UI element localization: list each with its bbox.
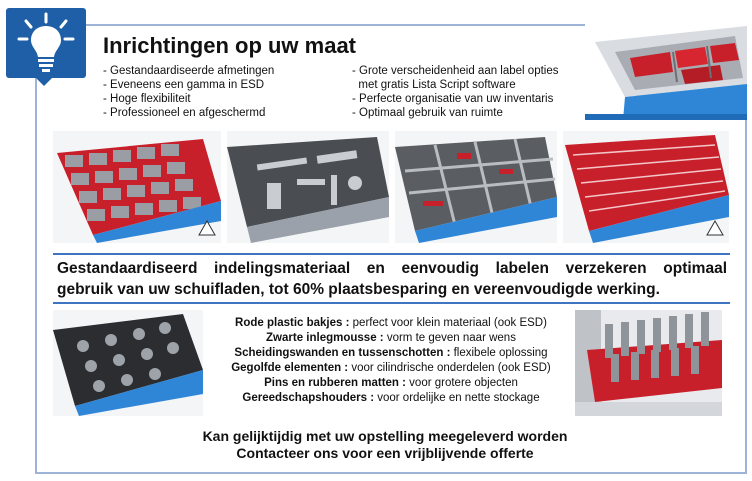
material-name: Scheidingswanden en tussenschotten : bbox=[234, 347, 451, 359]
lightbulb-icon bbox=[6, 8, 86, 78]
material-desc: voor ordelijke en nette stockage bbox=[374, 392, 540, 404]
feature-item: - Hoge flexibiliteit bbox=[103, 93, 191, 105]
footer-line-1: Kan gelijktijdig met uw opstelling meegeleverd worden bbox=[202, 428, 568, 444]
divider-bottom bbox=[53, 302, 730, 304]
tool-holders-drawer-photo bbox=[575, 310, 722, 416]
material-desc: flexibele oplossing bbox=[450, 347, 548, 359]
dividers-drawer-photo bbox=[395, 131, 557, 243]
page-title: Inrichtingen op uw maat bbox=[103, 33, 357, 58]
footer-line-2: Contacteer ons voor een vrijblijvende offerte bbox=[236, 445, 534, 461]
badge-pointer bbox=[34, 76, 54, 86]
feature-list-left bbox=[103, 64, 274, 120]
material-item bbox=[206, 346, 576, 361]
feature-item: - Perfecte organisatie van uw inventaris bbox=[352, 93, 554, 105]
feature-item: - Gestandaardiseerde afmetingen bbox=[103, 65, 275, 77]
slogan-line-1: Gestandaardiseerd indelingsmateriaal en eenvoudig labelen verzekeren optimaal bbox=[57, 260, 727, 277]
material-item bbox=[206, 316, 576, 331]
feature-list-right bbox=[352, 64, 559, 120]
material-item bbox=[206, 376, 576, 391]
feature-item: met gratis Lista Script software bbox=[352, 79, 516, 91]
drawer-cabinet-photo bbox=[585, 22, 747, 120]
material-desc: vorm te geven naar wens bbox=[383, 332, 516, 344]
divider-top bbox=[53, 253, 730, 255]
corrugated-elements-drawer-photo bbox=[563, 131, 729, 243]
material-item bbox=[206, 331, 576, 346]
material-desc: voor cilindrische onderdelen (ook ESD) bbox=[348, 362, 551, 374]
red-bins-drawer-photo bbox=[53, 131, 221, 243]
foam-insert-drawer-photo bbox=[227, 131, 389, 243]
feature-item: - Grote verscheidenheid aan label opties bbox=[352, 65, 559, 77]
material-desc: voor grotere objecten bbox=[405, 377, 518, 389]
material-name: Zwarte inlegmousse : bbox=[266, 332, 384, 344]
feature-item: - Professioneel en afgeschermd bbox=[103, 107, 266, 119]
material-item bbox=[206, 391, 576, 406]
feature-item: - Optimaal gebruik van ruimte bbox=[352, 107, 503, 119]
materials-list bbox=[206, 316, 576, 406]
material-name: Pins en rubberen matten : bbox=[264, 377, 406, 389]
lightbulb-badge bbox=[6, 8, 86, 78]
material-name: Gereedschapshouders : bbox=[242, 392, 375, 404]
slogan-line-2: gebruik van uw schuifladen, tot 60% plaatsbesparing en vereenvoudigde werking. bbox=[57, 281, 660, 298]
material-desc: perfect voor klein materiaal (ook ESD) bbox=[349, 317, 547, 329]
material-item bbox=[206, 361, 576, 376]
feature-item: - Eveneens een gamma in ESD bbox=[103, 79, 265, 91]
material-name: Rode plastic bakjes : bbox=[235, 317, 350, 329]
material-name: Gegolfde elementen : bbox=[231, 362, 349, 374]
pins-mat-drawer-photo bbox=[53, 310, 203, 416]
